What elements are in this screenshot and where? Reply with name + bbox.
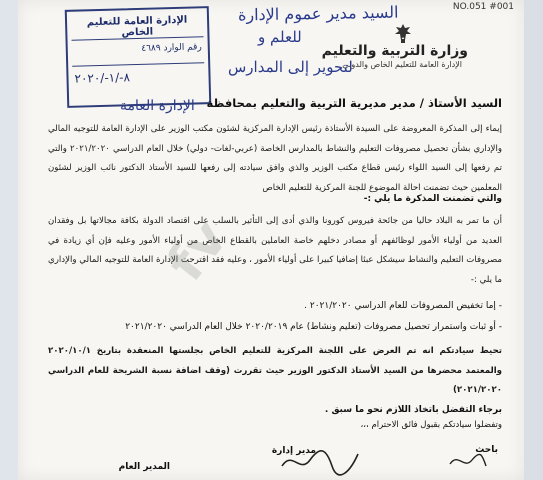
signature-scribble <box>280 446 360 476</box>
watermark: fv <box>155 207 241 293</box>
addressee: السيد الأستاذ / مدير مديرية التربية والتعليم بمحافظة <box>206 96 502 110</box>
signature-scribble <box>448 450 488 472</box>
stamp-divider <box>72 62 204 66</box>
receipt-stamp <box>65 6 212 108</box>
document-page <box>18 0 524 480</box>
handwritten-note: الإدارة العامة <box>120 98 195 114</box>
closing-line: وتفضلوا سيادتكم بقبول فائق الاحترام ،،، <box>360 420 502 430</box>
stamp-title: الإدارة العامة للتعليم الخاص <box>86 14 188 39</box>
memo-heading: والتي تضمنت المذكرة ما يلي :- <box>363 194 502 204</box>
stamp-number: رقم الوارد ٤٦٨٩ <box>141 42 202 54</box>
eagle-emblem-icon <box>392 22 414 44</box>
general-director-label: المدير العام <box>118 462 170 472</box>
stamp-date: ٨-/١-/٢٠٢٠ <box>74 70 131 86</box>
ministry-department: الإدارة العامة للتعليم الخاص والدولي <box>342 60 462 69</box>
department-director-label: مدير إدارة <box>271 446 316 456</box>
proposal-item-2: - أو ثبات واستمرار تحصيل مصروفات (تعليم ونشاط) عام ٢٠٢٠/٢٠١٩ خلال العام الدراسي ٢٠٢١/٢٠٢٠ <box>125 322 502 332</box>
left-background-edge <box>0 0 18 480</box>
handwritten-note: السيد مدير عموم الإدارة <box>237 2 399 25</box>
right-background-edge <box>524 0 543 480</box>
document-number: NO.051 #001 <box>452 2 514 12</box>
handwritten-note: للعلم و <box>258 28 302 46</box>
request-line: برجاء التفضل باتخاذ اللازم نحو ما سبق . <box>324 405 502 415</box>
researcher-label: باحث <box>475 445 498 455</box>
situation-paragraph: أن ما تمر به البلاد حاليا من جائحة فيروس كورونا والذي أدى إلى التأثير بالسلب على اقتصاد الدولة بكافة مجالاتها بل وفقدان العديد من أولياء الأمور لوظائفهم أو مصادر دخلهم خاصة العاملين بالقطاع الخاص من أولياء الأمور وعليه فإن أي زيادة في مصروفات التعليم والنشاط سيشكل عبئا إضافيا كبيرا على أولياء الأمور ، وعليه فقد اقترحت الإدارة العامة للتوجيه المالي والإداري ما يلي :- <box>48 216 502 285</box>
proposal-item-1: - إما تخفيض المصروفات للعام الدراسي ٢٠٢١/٢٠٢٠ . <box>304 301 502 311</box>
decision-paragraph: تحيط سيادتكم انه تم العرض على اللجنة المركزية للتعليم الخاص بجلستها المنعقدة بتاريخ ٢٠٢٠/١٠/١ والمعتمد محضرها من السيد الأستاذ الدكتور الوزير حيث تقررت (وقف اضافة نسبة الشريحة للعام الدراسي ٢٠٢١/٢٠٢٠) <box>48 346 502 396</box>
handwritten-note: لتحوير إلى المدارس <box>228 58 353 76</box>
intro-paragraph: إيماء إلى المذكرة المعروضة على السيدة الأستاذة رئيس الإدارة المركزية لشئون مكتب الوزير على الإدارة العامة للتوجيه المالي والإداري بشأن تحصيل مصروفات التعليم والنشاط بالمدارس الخاصة (عربي-لغات- دولي) خلال العام الدراسي ٢٠٢١/٢٠٢٠ والتي تم رفعها إلى السيد اللواء رئيس قطاع مكتب الوزير والذي وافق سيادته إلى رفعها للسيد الأستاذ الدكتور نائب الوزير لشئون المعلمين حيث تضمنت احالة الموضوع للجنة المركزية للتعليم الخاص <box>48 124 502 193</box>
ministry-name: وزارة التربية والتعليم <box>321 43 468 59</box>
